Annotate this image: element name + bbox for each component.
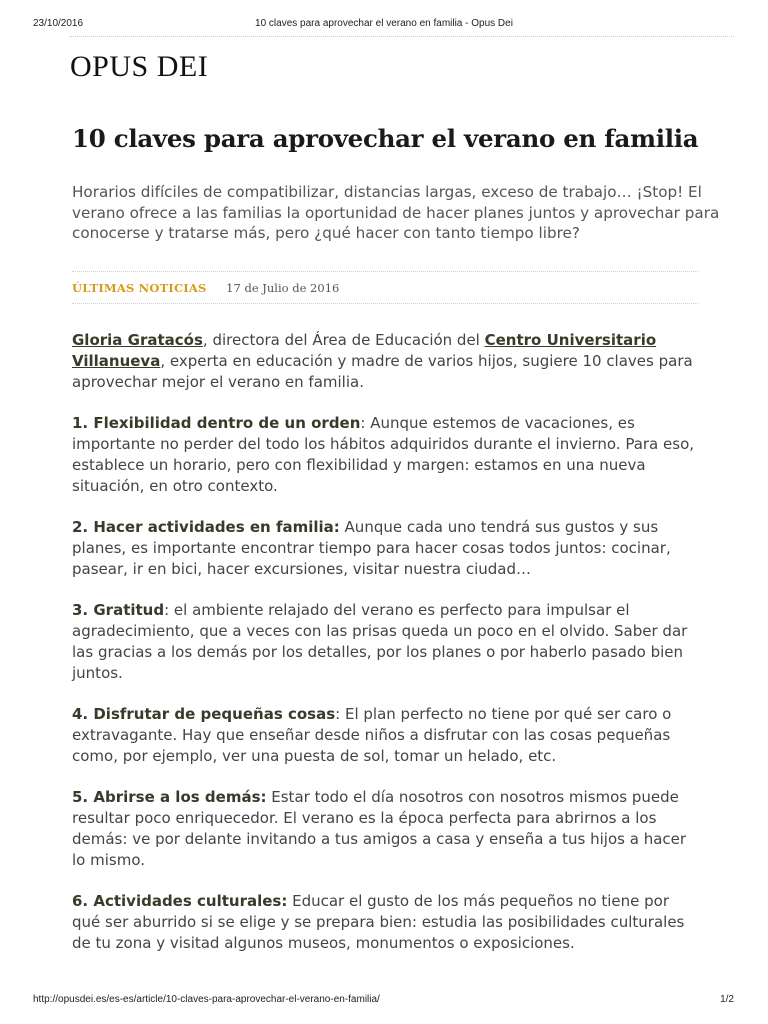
article-lead: Horarios difíciles de compatibilizar, distancias largas, exceso de trabajo… ¡Stop! El verano ofrece a las familias la oportunidad de hacer planes juntos y aprovechar para conocerse y tratarse más, pero ¿qué hacer con tanto tiempo libre? [72,183,720,242]
meta-bottom-divider [72,303,698,304]
point-heading: 4. Disfrutar de pequeñas cosas [72,705,336,723]
article-meta [72,281,339,295]
point-text: : El plan perfecto no tiene por qué ser caro o extravagante. Hay que enseñar desde niños a disfrutar con las cosas pequeñas como, por ejemplo, ver una puesta de sol, tomar un helado, etc. [72,705,672,765]
article-title: 10 claves para aprovechar el verano en familia [72,124,699,153]
publish-date: 17 de Julio de 2016 [226,281,340,295]
point-text: Estar todo el día nosotros con nosotros mismos puede resultar poco enriquecedor. El verano es la época perfecta para abrirnos a los demás: ve por delante invitando a tus amigos a casa y enseña a tus hijos a hacer lo mismo. [72,788,687,869]
intro-text-1: , directora del Área de Educación del [202,331,485,349]
point-paragraph [72,891,702,954]
point-text: Educar el gusto de los más pequeños no tiene por qué ser aburrido si se elige y se prepara bien: estudia las posibilidades culturales de tu zona y visitad algunos museos, monumentos o exposiciones. [72,892,685,952]
point-paragraph [72,413,702,497]
intro-text-2: , experta en educación y madre de varios hijos, sugiere 10 claves para aprovechar mejor el verano en familia. [72,352,693,391]
print-title: 10 claves para aprovechar el verano en familia - Opus Dei [255,18,513,29]
point-heading: 3. Gratitud [72,601,165,619]
print-header [0,0,768,34]
meta-top-divider [72,271,698,272]
point-text: Aunque cada uno tendrá sus gustos y sus planes, es importante encontrar tiempo para hacer cosas todos juntos: cocinar, pasear, ir en bici, hacer excursiones, visitar nuestra ciudad… [72,518,671,578]
point-heading: 5. Abrirse a los demás: [72,788,267,806]
category-link[interactable]: ÚLTIMAS NOTICIAS [72,281,207,295]
point-paragraph [72,517,702,580]
page-count: 1/2 [720,994,734,1005]
point-heading: 1. Flexibilidad dentro de un orden [72,414,361,432]
institution-link[interactable]: Centro Universitario Villanueva [72,331,657,370]
point-text: : el ambiente relajado del verano es perfecto para impulsar el agradecimiento, que a veces con las prisas queda un poco en el olvido. Saber dar las gracias a los demás por los detalles, por los planes o por haberlo pasado bien juntos. [72,601,688,682]
author-link[interactable]: Gloria Gratacós [72,331,203,349]
point-heading: 2. Hacer actividades en familia: [72,518,340,536]
intro-paragraph [72,330,702,393]
page-url: http://opusdei.es/es-es/article/10-claves-para-aprovechar-el-verano-en-familia/ [33,994,380,1005]
header-divider [70,36,734,37]
point-text: : Aunque estemos de vacaciones, es importante no perder del todo los hábitos adquiridos durante el invierno. Para eso, establece un horario, pero con flexibilidad y margen: estamos en una nueva situación, en otro contexto. [72,414,695,495]
site-logo[interactable]: OPUS DEI [70,50,209,83]
article-body [72,330,702,954]
point-paragraph [72,600,702,684]
point-paragraph [72,787,702,871]
point-heading: 6. Actividades culturales: [72,892,288,910]
point-paragraph [72,704,702,767]
print-date: 23/10/2016 [33,18,84,29]
